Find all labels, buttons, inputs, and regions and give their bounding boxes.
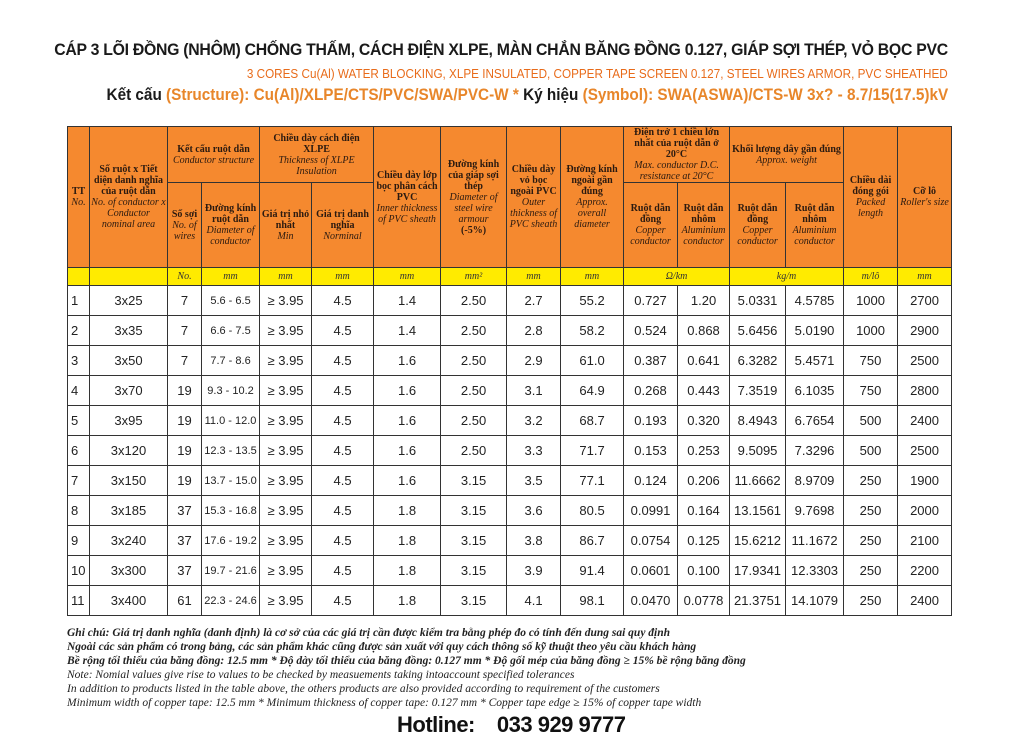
table-cell: ≥ 3.95 [260,526,312,556]
table-cell: 7 [168,346,202,376]
header-min: Giá trị nhỏ nhất Min [260,183,312,268]
table-cell: 71.7 [561,436,624,466]
header-structure: Kết cấu ruột dẫn Conductor structure [168,127,260,183]
table-cell: 0.100 [678,556,730,586]
table-cell: 1.8 [374,556,441,586]
table-cell: 8.4943 [730,406,786,436]
table-cell: 8 [68,496,90,526]
table-cell: 0.0601 [624,556,678,586]
table-cell: 2200 [898,556,952,586]
note-line: Bề rộng tối thiểu của băng đồng: 12.5 mm * Độ dày tối thiểu của băng đồng: 0.127 mm * Độ gối mép của băng đồng ≥ 15% bề rộng băng đồng [67,655,746,667]
table-cell: 6.6 - 7.5 [202,316,260,346]
table-cell: 37 [168,496,202,526]
table-cell: 14.1079 [786,586,844,616]
table-cell: 5.6 - 6.5 [202,286,260,316]
table-cell: 6.1035 [786,376,844,406]
table-cell: ≥ 3.95 [260,466,312,496]
header-nominal: Giá trị danh nghĩa Norminal [312,183,374,268]
table-cell: 98.1 [561,586,624,616]
table-cell: 19 [168,466,202,496]
table-cell: 1.4 [374,316,441,346]
table-cell: 1.8 [374,586,441,616]
table-cell: 0.253 [678,436,730,466]
table-cell: 0.124 [624,466,678,496]
table-cell: 6.7654 [786,406,844,436]
table-row [68,466,952,496]
table-cell: 7.3519 [730,376,786,406]
symbol-label: Ký hiệu [522,85,579,104]
table-cell: 7 [168,286,202,316]
table-cell: 1 [68,286,90,316]
table-row [68,586,952,616]
table-cell: 3x400 [90,586,168,616]
table-cell: 0.868 [678,316,730,346]
table-cell: 250 [844,556,898,586]
table-cell: 10 [68,556,90,586]
table-cell: 3.6 [507,496,561,526]
table-cell: 9.3 - 10.2 [202,376,260,406]
unit-cell: mm [898,268,952,286]
table-cell: 1.20 [678,286,730,316]
header-overall-diameter: Đường kính ngoài gần đúng Approx. overall diameter [561,127,624,268]
table-cell: 2.50 [441,346,507,376]
table-cell: 2500 [898,436,952,466]
table-cell: ≥ 3.95 [260,286,312,316]
note-line: In addition to products listed in the table above, the others products are also provided according to requirement of the customers [67,683,660,695]
table-row [68,526,952,556]
note-line: Ngoài các sản phẩm có trong bảng, các sản phẩm khác cũng được sản xuất với quy cách thông số kỹ thuật theo yêu cầu khách hàng [67,641,697,653]
table-cell: 0.0754 [624,526,678,556]
table-cell: 4.5 [312,316,374,346]
table-cell: 0.206 [678,466,730,496]
table-cell: 3.5 [507,466,561,496]
header-armour: Đường kính của giáp sợi thép Diameter of steel wire armour (-5%) [441,127,507,268]
units-row [68,268,952,286]
table-cell: 0.0470 [624,586,678,616]
table-cell: 22.3 - 24.6 [202,586,260,616]
table-cell: 2 [68,316,90,346]
table-cell: 2.50 [441,286,507,316]
page-title: CÁP 3 LÕI ĐỒNG (NHÔM) CHỐNG THẤM, CÁCH ĐIỆN XLPE, MÀN CHẮN BĂNG ĐỒNG 0.127, GIÁP SỢI THÉP, VỎ BỌC PVC [54,40,948,59]
table-cell: 250 [844,526,898,556]
header-weight: Khối lượng dây gần đúng Approx. weight [730,127,844,183]
table-cell: 2.50 [441,436,507,466]
table-cell: 0.0991 [624,496,678,526]
table-cell: 2700 [898,286,952,316]
table-cell: 12.3303 [786,556,844,586]
table-cell: 7.7 - 8.6 [202,346,260,376]
table-row [68,376,952,406]
header-insulation: Chiều dày cách điện XLPE Thickness of XLPE Insulation [260,127,374,183]
table-cell: 91.4 [561,556,624,586]
table-cell: 21.3751 [730,586,786,616]
table-cell: 3 [68,346,90,376]
table-cell: 2.9 [507,346,561,376]
table-cell: 37 [168,526,202,556]
unit-cell: mm [507,268,561,286]
table-cell: 1.6 [374,406,441,436]
table-cell: 5.4571 [786,346,844,376]
table-cell: 250 [844,466,898,496]
header-roller-size: Cỡ lô Roller's size [898,127,952,268]
table-cell: 3.1 [507,376,561,406]
table-cell: 0.164 [678,496,730,526]
table-cell: ≥ 3.95 [260,406,312,436]
unit-cell: mm² [441,268,507,286]
table-cell: 1.6 [374,346,441,376]
unit-cell: No. [168,268,202,286]
table-cell: 4.5 [312,346,374,376]
hotline-number[interactable]: 033 929 9777 [496,712,626,737]
hotline [397,712,625,738]
note-line: Note: Nomial values give rise to values to be checked by measuements taking intoaccount specified tolerances [67,669,575,681]
table-cell: 4.1 [507,586,561,616]
table-cell: 0.443 [678,376,730,406]
table-cell: 12.3 - 13.5 [202,436,260,466]
table-cell: 3x50 [90,346,168,376]
table-cell: 37 [168,556,202,586]
table-cell: 3.8 [507,526,561,556]
table-cell: 1.8 [374,526,441,556]
table-cell: 0.153 [624,436,678,466]
table-cell: 2500 [898,346,952,376]
table-cell: 3x240 [90,526,168,556]
table-cell: 3x150 [90,466,168,496]
table-cell: 2100 [898,526,952,556]
table-cell: 1.4 [374,286,441,316]
header-wt-aluminium: Ruột dẫn nhôm Aluminium conductor [786,183,844,268]
symbol-value: (Symbol): SWA(ASWA)/CTS-W 3x? - 8.7/15(17.5)kV [582,85,948,104]
table-cell: 4.5 [312,466,374,496]
table-cell: 17.9341 [730,556,786,586]
table-cell: ≥ 3.95 [260,346,312,376]
table-cell: 11 [68,586,90,616]
table-cell: 1900 [898,466,952,496]
table-cell: 3x300 [90,556,168,586]
table-cell: 11.6662 [730,466,786,496]
table-cell: 7.3296 [786,436,844,466]
table-cell: 3.15 [441,556,507,586]
table-cell: 3x120 [90,436,168,466]
table-cell: 250 [844,496,898,526]
table-cell: 3.3 [507,436,561,466]
table-cell: 4.5 [312,436,374,466]
note-line: Ghi chú: Giá trị danh nghĩa (danh định) là cơ sở của các giá trị cần được kiểm tra bằng phép đo có tính đến dung sai quy định [67,627,671,639]
table-cell: 750 [844,376,898,406]
unit-cell: mm [312,268,374,286]
table-cell: 0.125 [678,526,730,556]
table-cell: 0.0778 [678,586,730,616]
table-cell: 1.8 [374,496,441,526]
hotline-label: Hotline: [397,712,475,737]
table-cell: 1.6 [374,376,441,406]
notes [67,626,746,710]
table-cell: 2.50 [441,316,507,346]
table-cell: 3x25 [90,286,168,316]
table-cell: 3.9 [507,556,561,586]
table-cell: 1.6 [374,466,441,496]
table-cell: 61.0 [561,346,624,376]
header-res-copper: Ruột dẫn đồng Copper conductor [624,183,678,268]
table-row [68,286,952,316]
table-cell: 3x95 [90,406,168,436]
table-cell: ≥ 3.95 [260,586,312,616]
table-cell: 11.1672 [786,526,844,556]
header-resistance: Điện trở 1 chiều lớn nhất của ruột dẫn ở 20°C Max. conductor D.C. resistance at 20°C [624,127,730,183]
table-cell: ≥ 3.95 [260,496,312,526]
table-cell: ≥ 3.95 [260,436,312,466]
table-row [68,556,952,586]
table-cell: 3x185 [90,496,168,526]
unit-cell: mm [202,268,260,286]
table-row [68,346,952,376]
table-cell: 13.1561 [730,496,786,526]
table-cell: 6.3282 [730,346,786,376]
table-cell: 2900 [898,316,952,346]
table-cell: 4.5785 [786,286,844,316]
header-packed-length: Chiều dài đóng gói Packed length [844,127,898,268]
unit-cell [90,268,168,286]
page-subtitle: 3 CORES Cu(Al) WATER BLOCKING, XLPE INSULATED, COPPER TAPE SCREEN 0.127, STEEL WIRES ARMOR, PVC SHEATHED [247,66,948,81]
table-cell: 15.3 - 16.8 [202,496,260,526]
header-inner-sheath: Chiều dày lớp bọc phân cách PVC Inner thickness of PVC sheath [374,127,441,268]
table-cell: 9.5095 [730,436,786,466]
table-cell: 2.7 [507,286,561,316]
table-cell: 9 [68,526,90,556]
table-cell: 19 [168,436,202,466]
table-cell: 11.0 - 12.0 [202,406,260,436]
header-outer-sheath: Chiều dày vỏ bọc ngoài PVC Outer thickness of PVC sheath [507,127,561,268]
table-cell: 1000 [844,316,898,346]
table-cell: 3x35 [90,316,168,346]
table-cell: 2400 [898,586,952,616]
table-cell: 15.6212 [730,526,786,556]
unit-cell: kg/m [730,268,844,286]
table-cell: 0.641 [678,346,730,376]
unit-cell: mm [374,268,441,286]
table-row [68,496,952,526]
table-cell: 4.5 [312,496,374,526]
table-body [68,286,952,616]
table-cell: 750 [844,346,898,376]
table-cell: 5.0331 [730,286,786,316]
table-cell: 55.2 [561,286,624,316]
table-cell: 19 [168,406,202,436]
table-cell: 61 [168,586,202,616]
table-cell: 9.7698 [786,496,844,526]
table-cell: 86.7 [561,526,624,556]
table-cell: 1000 [844,286,898,316]
table-cell: 2.8 [507,316,561,346]
spec-table [67,126,952,616]
structure-line [106,85,948,105]
table-cell: 3.15 [441,586,507,616]
unit-cell: mm [260,268,312,286]
table-cell: 19.7 - 21.6 [202,556,260,586]
table-cell: 2800 [898,376,952,406]
table-row [68,436,952,466]
structure-value: (Structure): Cu(Al)/XLPE/CTS/PVC/SWA/PVC-W * [165,85,519,104]
table-cell: 6 [68,436,90,466]
table-cell: 4.5 [312,526,374,556]
table-cell: 7 [68,466,90,496]
table-cell: 250 [844,586,898,616]
table-cell: 500 [844,406,898,436]
table-cell: 13.7 - 15.0 [202,466,260,496]
table-cell: 0.320 [678,406,730,436]
note-line: Minimum width of copper tape: 12.5 mm * Minimum thickness of copper tape: 0.127 mm * Copper tape edge ≥ 15% of copper tape width [67,697,702,709]
table-cell: 4 [68,376,90,406]
table-cell: 0.387 [624,346,678,376]
table-cell: 0.193 [624,406,678,436]
table-cell: 5 [68,406,90,436]
table-cell: 2400 [898,406,952,436]
table-cell: 80.5 [561,496,624,526]
table-cell: ≥ 3.95 [260,556,312,586]
table-cell: 5.6456 [730,316,786,346]
unit-cell: mm [561,268,624,286]
table-cell: 64.9 [561,376,624,406]
table-cell: 0.524 [624,316,678,346]
table-cell: 8.9709 [786,466,844,496]
header-wires: Số sợi No. of wires [168,183,202,268]
table-cell: 500 [844,436,898,466]
table-cell: 7 [168,316,202,346]
table-row [68,406,952,436]
table-cell: 2.50 [441,376,507,406]
table-cell: 17.6 - 19.2 [202,526,260,556]
table-cell: 0.268 [624,376,678,406]
table-cell: 3.15 [441,466,507,496]
structure-label: Kết cấu [106,85,162,104]
table-cell: 4.5 [312,556,374,586]
table-row [68,316,952,346]
table-cell: 2.50 [441,406,507,436]
unit-cell: m/lô [844,268,898,286]
table-cell: 3.15 [441,496,507,526]
table-cell: 68.7 [561,406,624,436]
unit-cell [68,268,90,286]
unit-cell: Ω/km [624,268,730,286]
table-cell: 58.2 [561,316,624,346]
header-size: Số ruột x Tiết diện danh nghĩa của ruột dẫn No. of conductor x Conductor nominal area [90,127,168,268]
table-cell: 1.6 [374,436,441,466]
table-cell: 2000 [898,496,952,526]
header-wt-copper: Ruột dẫn đồng Copper conductor [730,183,786,268]
table-cell: 3.15 [441,526,507,556]
table-cell: 19 [168,376,202,406]
table-cell: ≥ 3.95 [260,316,312,346]
table-cell: ≥ 3.95 [260,376,312,406]
header-conductor-diameter: Đường kính ruột dẫn Diameter of conductor [202,183,260,268]
table-cell: 0.727 [624,286,678,316]
table-cell: 4.5 [312,376,374,406]
header-tt: TT No. [68,127,90,268]
table-cell: 3x70 [90,376,168,406]
table-cell: 4.5 [312,406,374,436]
table-cell: 4.5 [312,586,374,616]
table-cell: 5.0190 [786,316,844,346]
table-cell: 4.5 [312,286,374,316]
table-cell: 77.1 [561,466,624,496]
table-cell: 3.2 [507,406,561,436]
header-res-aluminium: Ruột dẫn nhôm Aluminium conductor [678,183,730,268]
